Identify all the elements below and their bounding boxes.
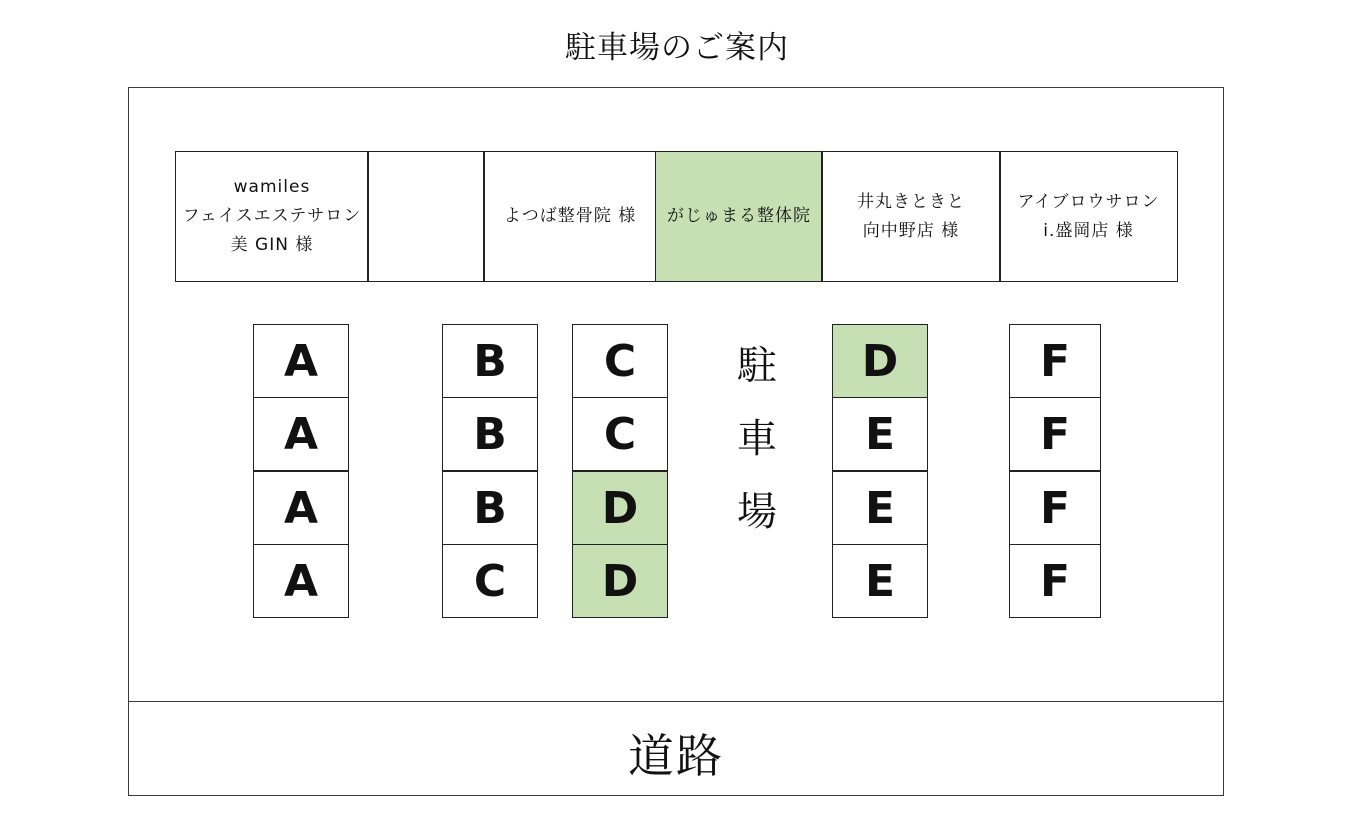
store-imaru: 井丸きときと 向中野店 様 [821, 151, 1001, 282]
parking-space-a: A [253, 397, 349, 471]
store-yotsuba: よつば整骨院 様 [483, 151, 657, 282]
road-divider [128, 701, 1224, 702]
parking-space-a: A [253, 324, 349, 398]
parking-space-d: D [572, 471, 668, 545]
store-empty [367, 151, 485, 282]
store-eyebrow-salon: アイブロウサロン i.盛岡店 様 [999, 151, 1178, 282]
parking-space-a: A [253, 544, 349, 618]
parking-space-a: A [253, 471, 349, 545]
parking-lot-label-char: 車 [737, 416, 777, 462]
parking-lot-label-char: 駐 [737, 343, 777, 389]
parking-space-f: F [1009, 471, 1101, 545]
parking-lot-label-char: 場 [737, 489, 777, 535]
parking-space-c: C [572, 397, 668, 471]
parking-space-b: B [442, 324, 538, 398]
parking-space-b: B [442, 471, 538, 545]
page-title: 駐車場のご案内 [565, 30, 789, 66]
parking-space-c: C [442, 544, 538, 618]
store-wamiles: wamiles フェイスエステサロン 美 GIN 様 [175, 151, 369, 282]
parking-space-f: F [1009, 324, 1101, 398]
road-label: 道路 [628, 729, 724, 783]
parking-space-f: F [1009, 397, 1101, 471]
parking-space-d: D [832, 324, 928, 398]
parking-lot-label [722, 330, 792, 549]
parking-space-e: E [832, 397, 928, 471]
parking-space-e: E [832, 544, 928, 618]
parking-space-e: E [832, 471, 928, 545]
parking-space-c: C [572, 324, 668, 398]
parking-space-d: D [572, 544, 668, 618]
parking-space-f: F [1009, 544, 1101, 618]
store-gajumaru: がじゅまる整体院 [655, 151, 823, 282]
parking-space-b: B [442, 397, 538, 471]
